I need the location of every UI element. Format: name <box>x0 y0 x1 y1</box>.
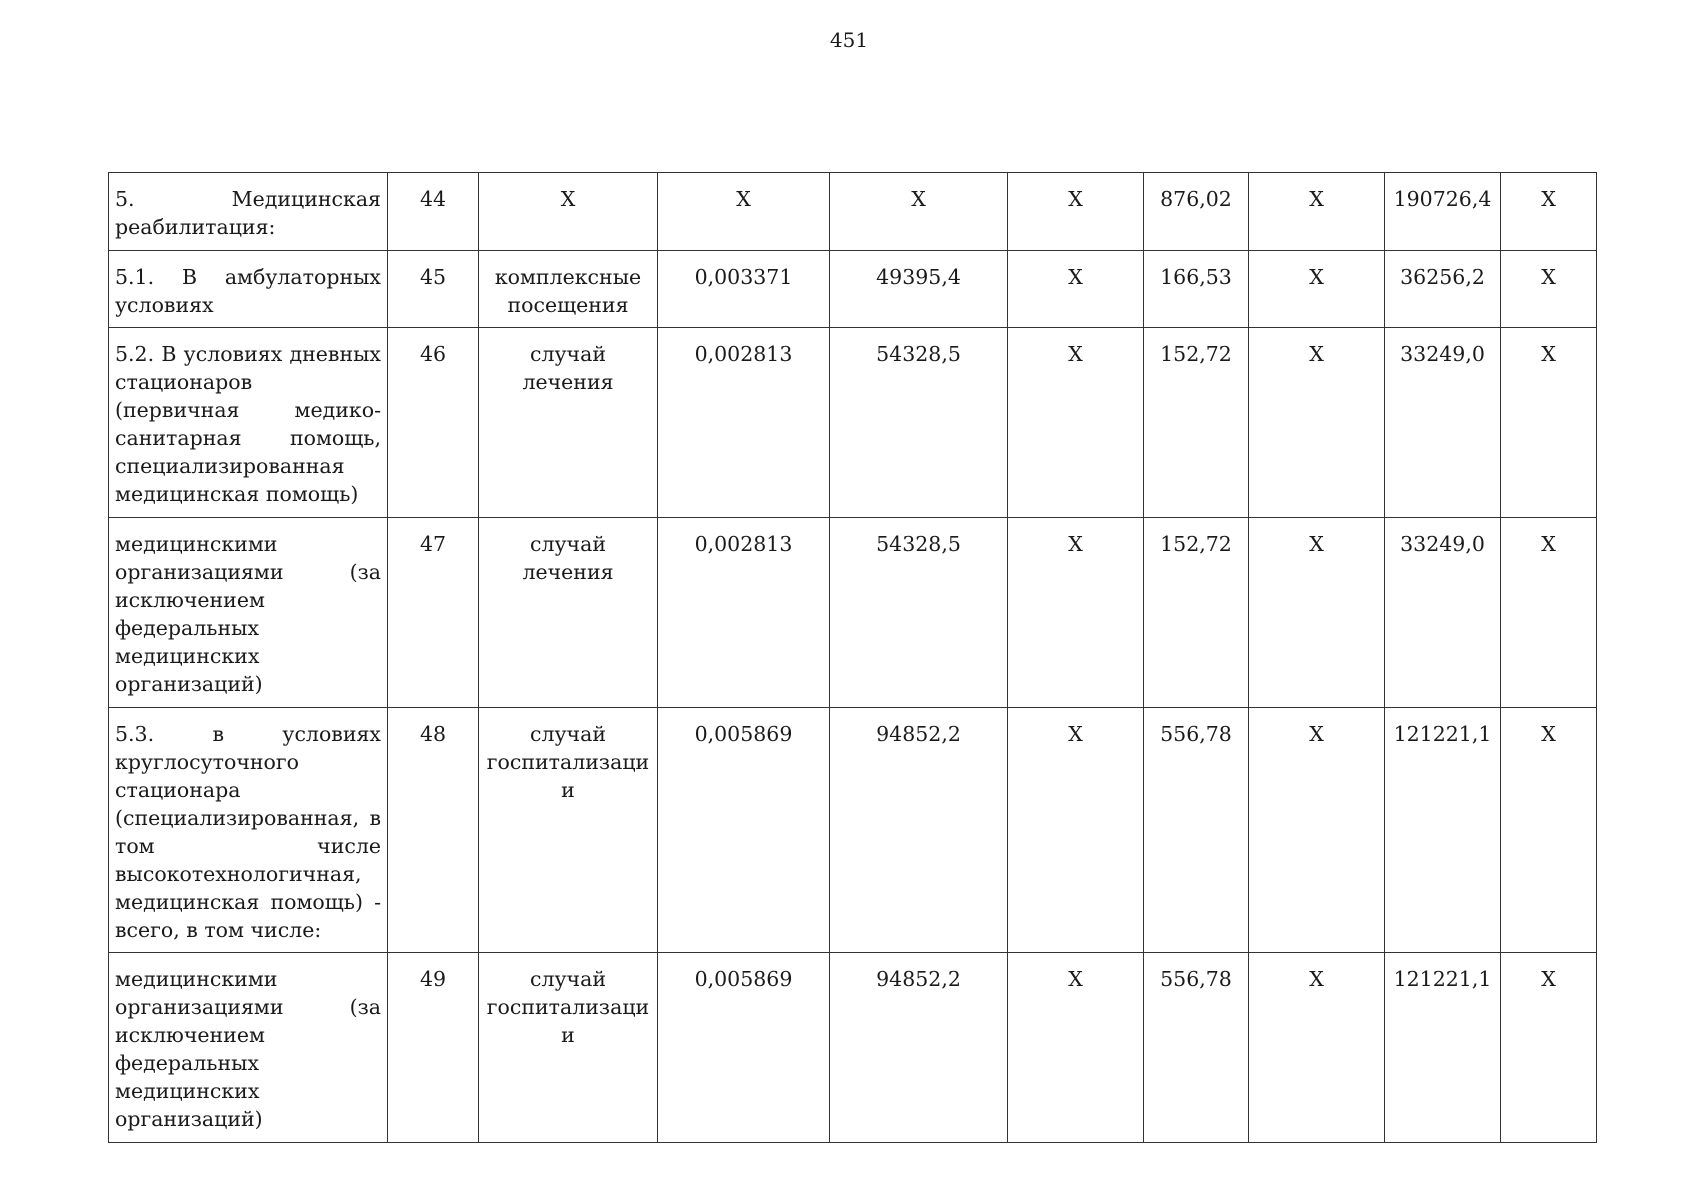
cell-unit: Х <box>479 173 658 251</box>
cell-line: 46 <box>388 328 479 518</box>
cell-norm-cost: 94852,2 <box>830 708 1008 953</box>
table-row <box>109 173 1597 251</box>
table-row <box>109 708 1597 953</box>
cell-norm-volume: Х <box>658 173 830 251</box>
cell-percent: Х <box>1501 518 1597 708</box>
cell-line: 45 <box>388 251 479 328</box>
cell-name: медицинскими организациями (за исключением федеральных медицинских организаций) <box>109 953 388 1143</box>
table-row <box>109 953 1597 1143</box>
cell-unit: случай лечения <box>479 328 658 518</box>
cell-cost-oms: 121221,1 <box>1385 708 1501 953</box>
cell-per-capita-oms: 152,72 <box>1144 328 1249 518</box>
cell-norm-cost: 94852,2 <box>830 953 1008 1143</box>
cell-line: 49 <box>388 953 479 1143</box>
cell-cost-budget: Х <box>1249 708 1385 953</box>
cell-cost-oms: 33249,0 <box>1385 518 1501 708</box>
cell-norm-cost: Х <box>830 173 1008 251</box>
cell-per-capita-budget: Х <box>1008 708 1144 953</box>
data-table <box>108 172 1597 1143</box>
cell-name: 5.2. В условиях дневных стационаров (первичная медико-санитарная помощь, специализированная медицинская помощь) <box>109 328 388 518</box>
cell-per-capita-oms: 556,78 <box>1144 953 1249 1143</box>
page-number: 451 <box>829 28 869 52</box>
cell-percent: Х <box>1501 173 1597 251</box>
cell-unit: случай госпитализации <box>479 953 658 1143</box>
table-row <box>109 328 1597 518</box>
cell-norm-cost: 54328,5 <box>830 328 1008 518</box>
cell-name: 5. Медицинская реабилитация: <box>109 173 388 251</box>
cell-norm-volume: 0,002813 <box>658 328 830 518</box>
cell-norm-cost: 49395,4 <box>830 251 1008 328</box>
cell-percent: Х <box>1501 251 1597 328</box>
cell-per-capita-budget: Х <box>1008 173 1144 251</box>
cell-cost-oms: 121221,1 <box>1385 953 1501 1143</box>
cell-line: 44 <box>388 173 479 251</box>
cell-cost-budget: Х <box>1249 953 1385 1143</box>
cell-norm-volume: 0,005869 <box>658 708 830 953</box>
cell-cost-oms: 36256,2 <box>1385 251 1501 328</box>
cell-unit: комплексные посещения <box>479 251 658 328</box>
cell-name: 5.3. в условиях круглосуточного стационара (специализированная, в том числе высокотехнологичная, медицинская помощь) - всего, в том числе: <box>109 708 388 953</box>
cell-per-capita-oms: 166,53 <box>1144 251 1249 328</box>
cell-norm-volume: 0,002813 <box>658 518 830 708</box>
cell-norm-volume: 0,003371 <box>658 251 830 328</box>
cell-name: 5.1. В амбулаторных условиях <box>109 251 388 328</box>
cell-cost-oms: 33249,0 <box>1385 328 1501 518</box>
cell-per-capita-budget: Х <box>1008 251 1144 328</box>
table-row <box>109 251 1597 328</box>
cell-percent: Х <box>1501 708 1597 953</box>
cell-unit: случай госпитализации <box>479 708 658 953</box>
cell-line: 47 <box>388 518 479 708</box>
cell-cost-budget: Х <box>1249 518 1385 708</box>
cell-per-capita-budget: Х <box>1008 953 1144 1143</box>
cell-per-capita-oms: 556,78 <box>1144 708 1249 953</box>
cell-percent: Х <box>1501 953 1597 1143</box>
table-row <box>109 518 1597 708</box>
cell-norm-volume: 0,005869 <box>658 953 830 1143</box>
cell-per-capita-budget: Х <box>1008 518 1144 708</box>
cell-line: 48 <box>388 708 479 953</box>
cell-unit: случай лечения <box>479 518 658 708</box>
cell-norm-cost: 54328,5 <box>830 518 1008 708</box>
cell-cost-budget: Х <box>1249 251 1385 328</box>
cell-per-capita-oms: 152,72 <box>1144 518 1249 708</box>
cell-cost-budget: Х <box>1249 173 1385 251</box>
cell-cost-budget: Х <box>1249 328 1385 518</box>
cell-cost-oms: 190726,4 <box>1385 173 1501 251</box>
cell-percent: Х <box>1501 328 1597 518</box>
cell-per-capita-oms: 876,02 <box>1144 173 1249 251</box>
cell-per-capita-budget: Х <box>1008 328 1144 518</box>
cell-name: медицинскими организациями (за исключением федеральных медицинских организаций) <box>109 518 388 708</box>
